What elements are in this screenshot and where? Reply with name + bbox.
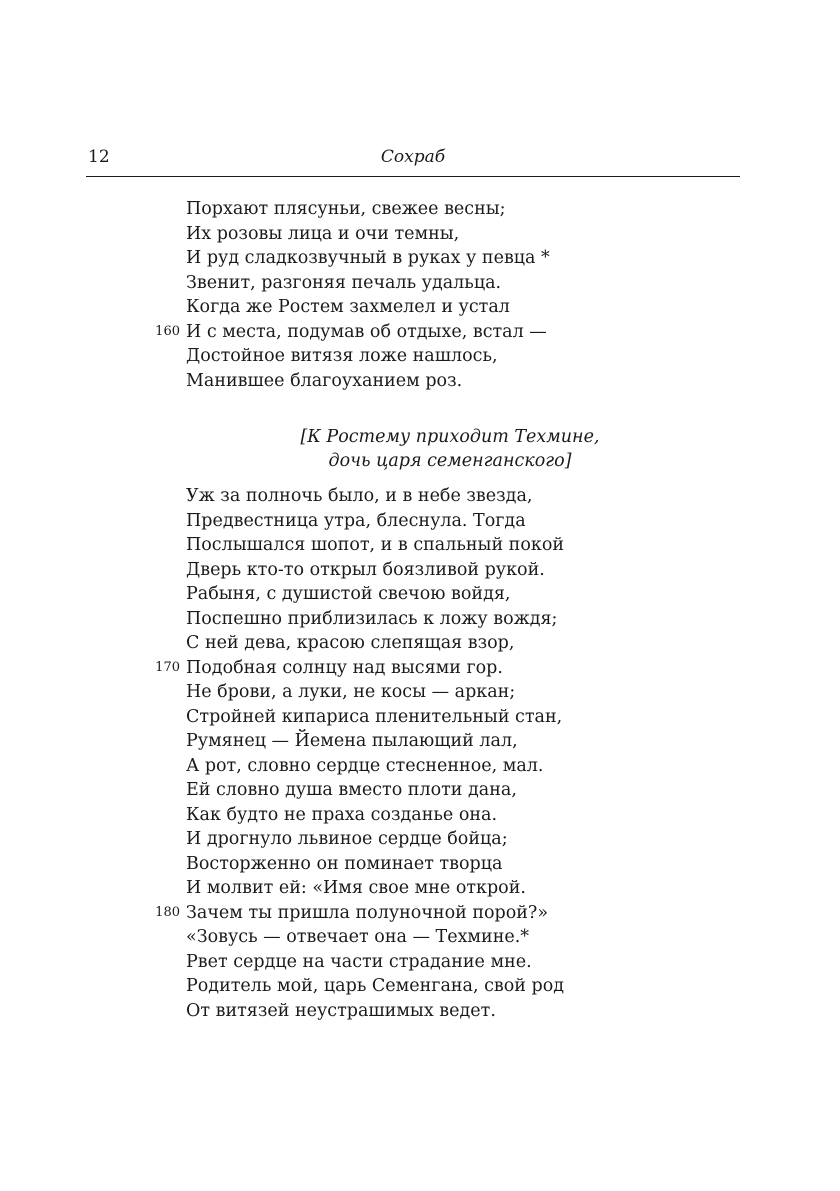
verse-line — [0, 729, 840, 754]
verse-text: Рабыня, с душистой свечою войдя, — [186, 584, 511, 604]
verse-line — [0, 803, 840, 828]
page-header — [86, 147, 740, 175]
verse-line — [0, 558, 840, 583]
verse-line — [0, 509, 840, 534]
verse-line — [0, 295, 840, 320]
page-number: 12 — [88, 147, 110, 167]
verse-text: Рвет сердце на части страдание мне. — [186, 951, 532, 972]
verse-text: Звенит, разгоняя печаль удальца. — [186, 272, 502, 293]
verse-line — [0, 197, 840, 222]
verse-text: И руд сладкозвучный в руках у певца * — [186, 248, 550, 268]
verse-line — [0, 582, 840, 607]
verse-text: Уж за полночь было, и в небе звезда, — [186, 486, 533, 506]
verse-text: Манившее благоуханием роз. — [186, 370, 463, 391]
verse-text: «Зовусь — отвечает она — Техмине.* — [186, 927, 530, 947]
verse-line — [0, 631, 840, 656]
verse-line — [0, 925, 840, 950]
verse-line — [0, 271, 840, 296]
verse-text: Их розовы лица и очи темны, — [186, 223, 460, 244]
verse-line — [0, 344, 840, 369]
verse-line — [0, 974, 840, 999]
verse-line — [0, 680, 840, 705]
section-heading-line-2: дочь царя семенганского] — [328, 451, 572, 471]
verse-line — [0, 533, 840, 558]
verse-text: И молвит ей: «Имя свое мне открой. — [186, 878, 526, 898]
verse-text: Порхают плясуньи, свежее весны; — [186, 199, 506, 219]
running-title: Сохраб — [380, 147, 446, 167]
verse-text: Подобная солнцу над высями гор. — [186, 657, 503, 678]
verse-text: И дрогнуло львиное сердце бойца; — [186, 829, 508, 849]
verse-line — [0, 607, 840, 632]
section-heading — [0, 425, 840, 473]
verse-text: Предвестница утра, блеснула. Тогда — [186, 510, 526, 531]
verse-line — [0, 484, 840, 509]
verse-text: Стройней кипариса пленительный стан, — [186, 706, 563, 727]
verse-line — [0, 320, 840, 345]
line-number: 170 — [155, 659, 180, 675]
verse-line — [0, 901, 840, 926]
verse-line — [0, 222, 840, 247]
verse-text: А рот, словно сердце стесненное, мал. — [186, 755, 544, 776]
line-number: 160 — [155, 323, 180, 339]
verse-line — [0, 827, 840, 852]
verse-line — [0, 778, 840, 803]
header-rule — [86, 176, 740, 177]
verse-line — [0, 705, 840, 730]
verse-text: От витязей неустрашимых ведет. — [186, 1000, 496, 1021]
line-number: 180 — [155, 904, 180, 920]
verse-line — [0, 369, 840, 394]
verse-text: С ней дева, красою слепящая взор, — [186, 633, 515, 653]
verse-line — [0, 656, 840, 681]
verse-text: Родитель мой, царь Семенгана, свой род — [186, 976, 565, 996]
verse-line — [0, 852, 840, 877]
verse-text: Румянец — Йемена пылающий лал, — [186, 731, 518, 751]
verse-text: Как будто не праха созданье она. — [186, 804, 498, 825]
verse-text: Дверь кто-то открыл боязливой рукой. — [186, 559, 545, 580]
stanza-1 — [0, 197, 840, 393]
verse-text: Послышался шопот, и в спальный покой — [186, 535, 565, 555]
verse-text: Восторженно он поминает творца — [186, 853, 503, 874]
verse-line — [0, 754, 840, 779]
verse-line — [0, 999, 840, 1024]
stanza-2 — [0, 484, 840, 1023]
verse-text: Зачем ты пришла полуночной порой?» — [186, 902, 549, 923]
verse-text: Когда же Ростем захмелел и устал — [186, 297, 510, 317]
verse-text: Не брови, а луки, не косы — аркан; — [186, 682, 516, 702]
verse-text: Ей словно душа вместо плоти дана, — [186, 780, 517, 800]
section-heading-line-1: [К Ростему приходит Техмине, — [300, 427, 600, 447]
verse-line — [0, 876, 840, 901]
verse-line — [0, 246, 840, 271]
verse-text: Поспешно приблизилась к ложу вождя; — [186, 608, 558, 629]
verse-text: Достойное витязя ложе нашлось, — [186, 346, 498, 366]
verse-text: И с места, подумав об отдыхе, встал — — [186, 321, 547, 342]
verse-line — [0, 950, 840, 975]
